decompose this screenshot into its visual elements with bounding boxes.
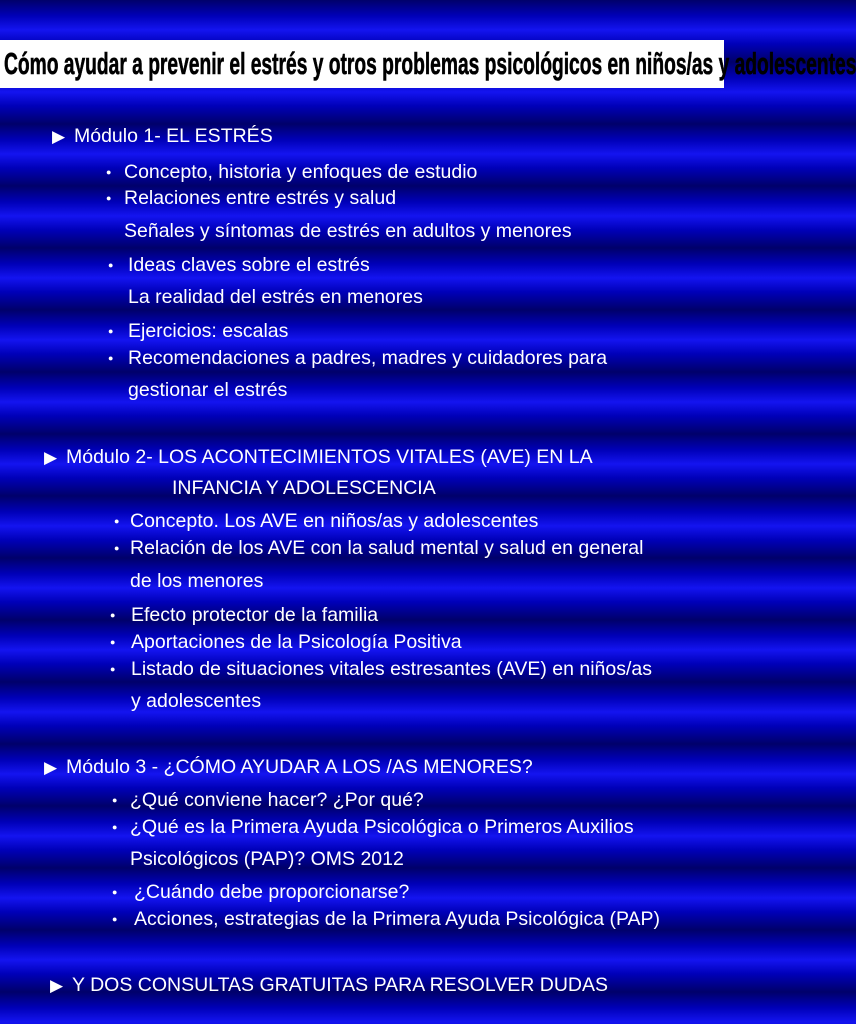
list-item: Concepto. Los AVE en niños/as y adolescentes — [130, 510, 539, 532]
list-item: de los menores — [130, 570, 264, 592]
list-item: Psicológicos (PAP)? OMS 2012 — [130, 848, 404, 870]
list-item: Acciones, estrategias de la Primera Ayuda Psicológica (PAP) — [134, 908, 661, 930]
triangle-right-icon: ▶ — [44, 758, 58, 777]
module-heading — [44, 755, 533, 780]
list-item: Ideas claves sobre el estrés — [128, 254, 370, 276]
footer-note — [50, 973, 608, 998]
list-item: y adolescentes — [131, 690, 262, 712]
title-bar — [0, 40, 856, 88]
list-item: La realidad del estrés en menores — [128, 286, 423, 308]
module-heading-text: Módulo 3 - ¿CÓMO AYUDAR A LOS /AS MENORES? — [66, 756, 533, 778]
list-item: Concepto, historia y enfoques de estudio — [124, 161, 478, 183]
module-heading — [52, 124, 273, 149]
triangle-right-icon: ▶ — [50, 976, 64, 995]
bullet-dot-icon: ● — [106, 167, 112, 177]
bullet-dot-icon: ● — [108, 260, 114, 270]
bullet-dot-icon: ● — [112, 822, 118, 832]
module-heading — [172, 476, 436, 500]
bullet-dot-icon: ● — [106, 193, 112, 203]
list-item: Señales y síntomas de estrés en adultos y menores — [124, 220, 572, 242]
footer-text: Y DOS CONSULTAS GRATUITAS PARA RESOLVER DUDAS — [72, 974, 609, 996]
triangle-right-icon: ▶ — [44, 448, 58, 467]
bullet-dot-icon: ● — [108, 353, 114, 363]
list-item: ¿Qué conviene hacer? ¿Por qué? — [130, 789, 424, 811]
list-item: Relación de los AVE con la salud mental y salud en general — [130, 537, 644, 559]
bullet-dot-icon: ● — [110, 610, 116, 620]
module-heading — [44, 445, 593, 470]
list-item: gestionar el estrés — [128, 379, 288, 401]
bullet-dot-icon: ● — [112, 795, 118, 805]
bullet-dot-icon: ● — [110, 637, 116, 647]
list-item: Efecto protector de la familia — [131, 604, 379, 626]
triangle-right-icon: ▶ — [52, 127, 66, 146]
list-item: Listado de situaciones vitales estresantes (AVE) en niños/as — [131, 658, 653, 680]
list-item: ¿Qué es la Primera Ayuda Psicológica o Primeros Auxilios — [130, 816, 634, 838]
bullet-dot-icon: ● — [110, 664, 116, 674]
bullet-dot-icon: ● — [114, 516, 120, 526]
bullet-dot-icon: ● — [108, 326, 114, 336]
list-item: Aportaciones de la Psicología Positiva — [131, 631, 462, 653]
page-title: Cómo ayudar a prevenir el estrés y otros problemas psicológicos en niños/as y adolescentes — [4, 46, 856, 81]
list-item: Relaciones entre estrés y salud — [124, 187, 397, 209]
bullet-dot-icon: ● — [114, 543, 120, 553]
list-item: Ejercicios: escalas — [128, 320, 289, 342]
module-heading-text: Módulo 2- LOS ACONTECIMIENTOS VITALES (AVE) EN LA — [66, 446, 593, 468]
list-item: Recomendaciones a padres, madres y cuidadores para — [128, 347, 608, 369]
list-item: ¿Cuándo debe proporcionarse? — [134, 881, 410, 903]
module-heading-text: Módulo 1- EL ESTRÉS — [74, 125, 273, 147]
module-heading-text: INFANCIA Y ADOLESCENCIA — [172, 477, 436, 499]
bullet-dot-icon: ● — [112, 887, 118, 897]
bullet-dot-icon: ● — [112, 914, 118, 924]
